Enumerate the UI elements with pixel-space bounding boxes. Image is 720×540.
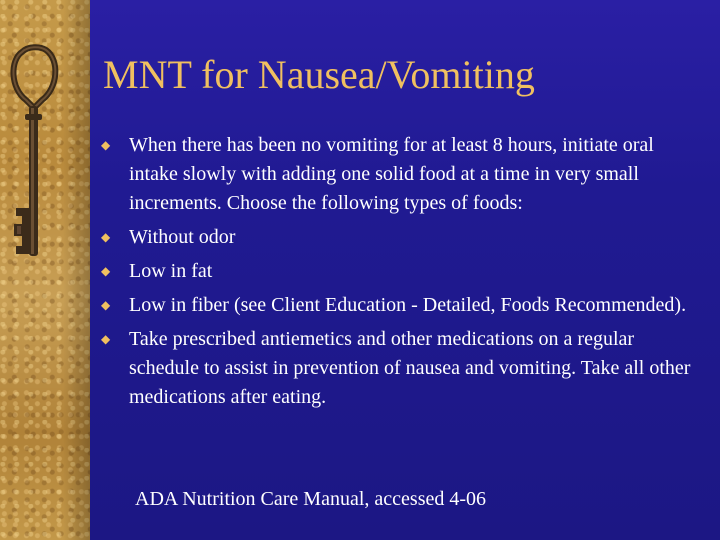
diamond-bullet-icon: ◆ (101, 230, 111, 244)
bullet-item (101, 291, 701, 320)
bullet-item (101, 223, 701, 252)
bullet-text: Low in fat (129, 260, 213, 282)
diamond-bullet-icon: ◆ (101, 298, 111, 312)
diamond-bullet-icon: ◆ (101, 138, 111, 152)
bullet-list (101, 131, 701, 417)
diamond-bullet-icon: ◆ (101, 332, 111, 346)
bullet-item (101, 131, 701, 218)
bullet-text: When there has been no vomiting for at least 8 hours, initiate oral intake slowly with adding one solid food at a time in very small increments. Choose the following types of foods: (129, 134, 654, 214)
slide-title: MNT for Nausea/Vomiting (103, 52, 535, 97)
bullet-text: Take prescribed antiemetics and other medications on a regular schedule to assist in prevention of nausea and vomiting. Take all other medications after eating. (129, 328, 691, 408)
source-citation: ADA Nutrition Care Manual, accessed 4-06 (135, 488, 487, 510)
diamond-bullet-icon: ◆ (101, 264, 111, 278)
key-icon (0, 40, 90, 270)
bullet-item (101, 325, 701, 412)
bullet-item (101, 257, 701, 286)
bullet-text: Without odor (129, 226, 236, 248)
bullet-text: Low in fiber (see Client Education - Detailed, Foods Recommended). (129, 294, 687, 316)
